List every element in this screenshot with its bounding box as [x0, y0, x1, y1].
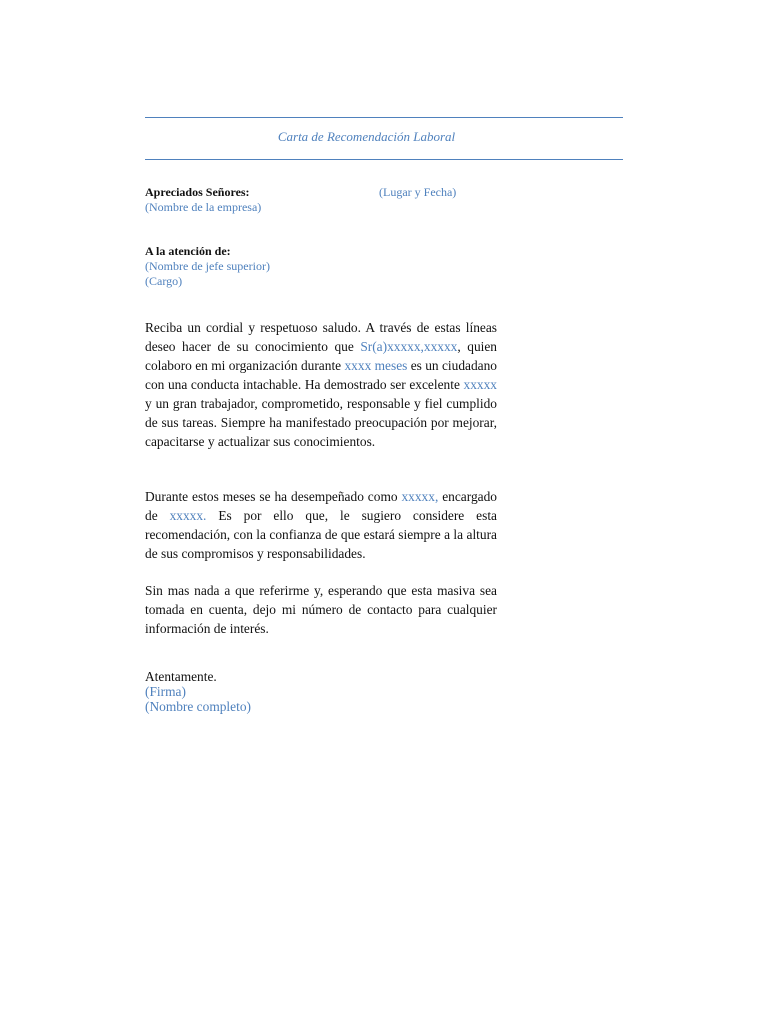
- greeting-block: [145, 185, 261, 215]
- company-placeholder: (Nombre de la empresa): [145, 200, 262, 214]
- paragraph-1-text-4: y un gran trabajador, comprometido, responsable y fiel cumplido de sus tareas. Siempre ha manifestado preocupación por mejorar, capacitarse y actualizar sus conocimientos.: [145, 396, 497, 449]
- paragraph-2-text-3: Es por ello que, le sugiero considere esta recomendación, con la confianza de que estará siempre a la altura de sus compromisos y responsabilidades.: [145, 508, 497, 561]
- attention-label: A la atención de:: [145, 244, 231, 258]
- title-bottom-rule: [145, 159, 623, 160]
- paragraph-1-text-1: Reciba un cordial y respetuoso saludo. A través de estas líneas deseo hacer de su conocimiento que: [145, 320, 497, 354]
- position-placeholder: (Cargo): [145, 274, 183, 288]
- role-placeholder: xxxxx,: [401, 489, 439, 504]
- body-paragraph-3: Sin mas nada a que referirme y, esperando que esta masiva sea tomada en cuenta, dejo mi número de contacto para cualquier información de interés.: [145, 583, 497, 636]
- body-paragraph-1: [145, 318, 497, 451]
- letter-title: Carta de Recomendación Laboral: [277, 129, 456, 144]
- duration-placeholder: xxxx meses: [344, 358, 408, 373]
- skill-placeholder: xxxxx: [463, 377, 497, 392]
- boss-placeholder: (Nombre de jefe superior): [145, 259, 270, 273]
- paragraph-1-text-2: , quien colaboro en mi organización durante: [145, 339, 497, 373]
- closing-text: Atentamente.: [145, 669, 217, 684]
- paragraph-2-text-1: Durante estos meses se ha desempeñado como: [145, 489, 402, 504]
- title-top-rule: [145, 117, 623, 118]
- closing-block: [145, 669, 251, 714]
- attention-block: [145, 244, 270, 289]
- body-paragraph-2: [145, 487, 497, 563]
- greeting: Apreciados Señores:: [145, 185, 250, 199]
- employee-name-placeholder: Sr(a)xxxxx,xxxxx: [360, 339, 458, 354]
- paragraph-2-text-2: encargado de: [145, 489, 497, 523]
- signature-placeholder: (Firma): [145, 684, 186, 699]
- paragraph-1-text-3: es un ciudadano con una conducta intachable. Ha demostrado ser excelente: [145, 358, 498, 392]
- place-date-placeholder: (Lugar y Fecha): [379, 185, 457, 199]
- responsibility-placeholder: xxxxx.: [169, 508, 207, 523]
- fullname-placeholder: (Nombre completo): [145, 699, 251, 714]
